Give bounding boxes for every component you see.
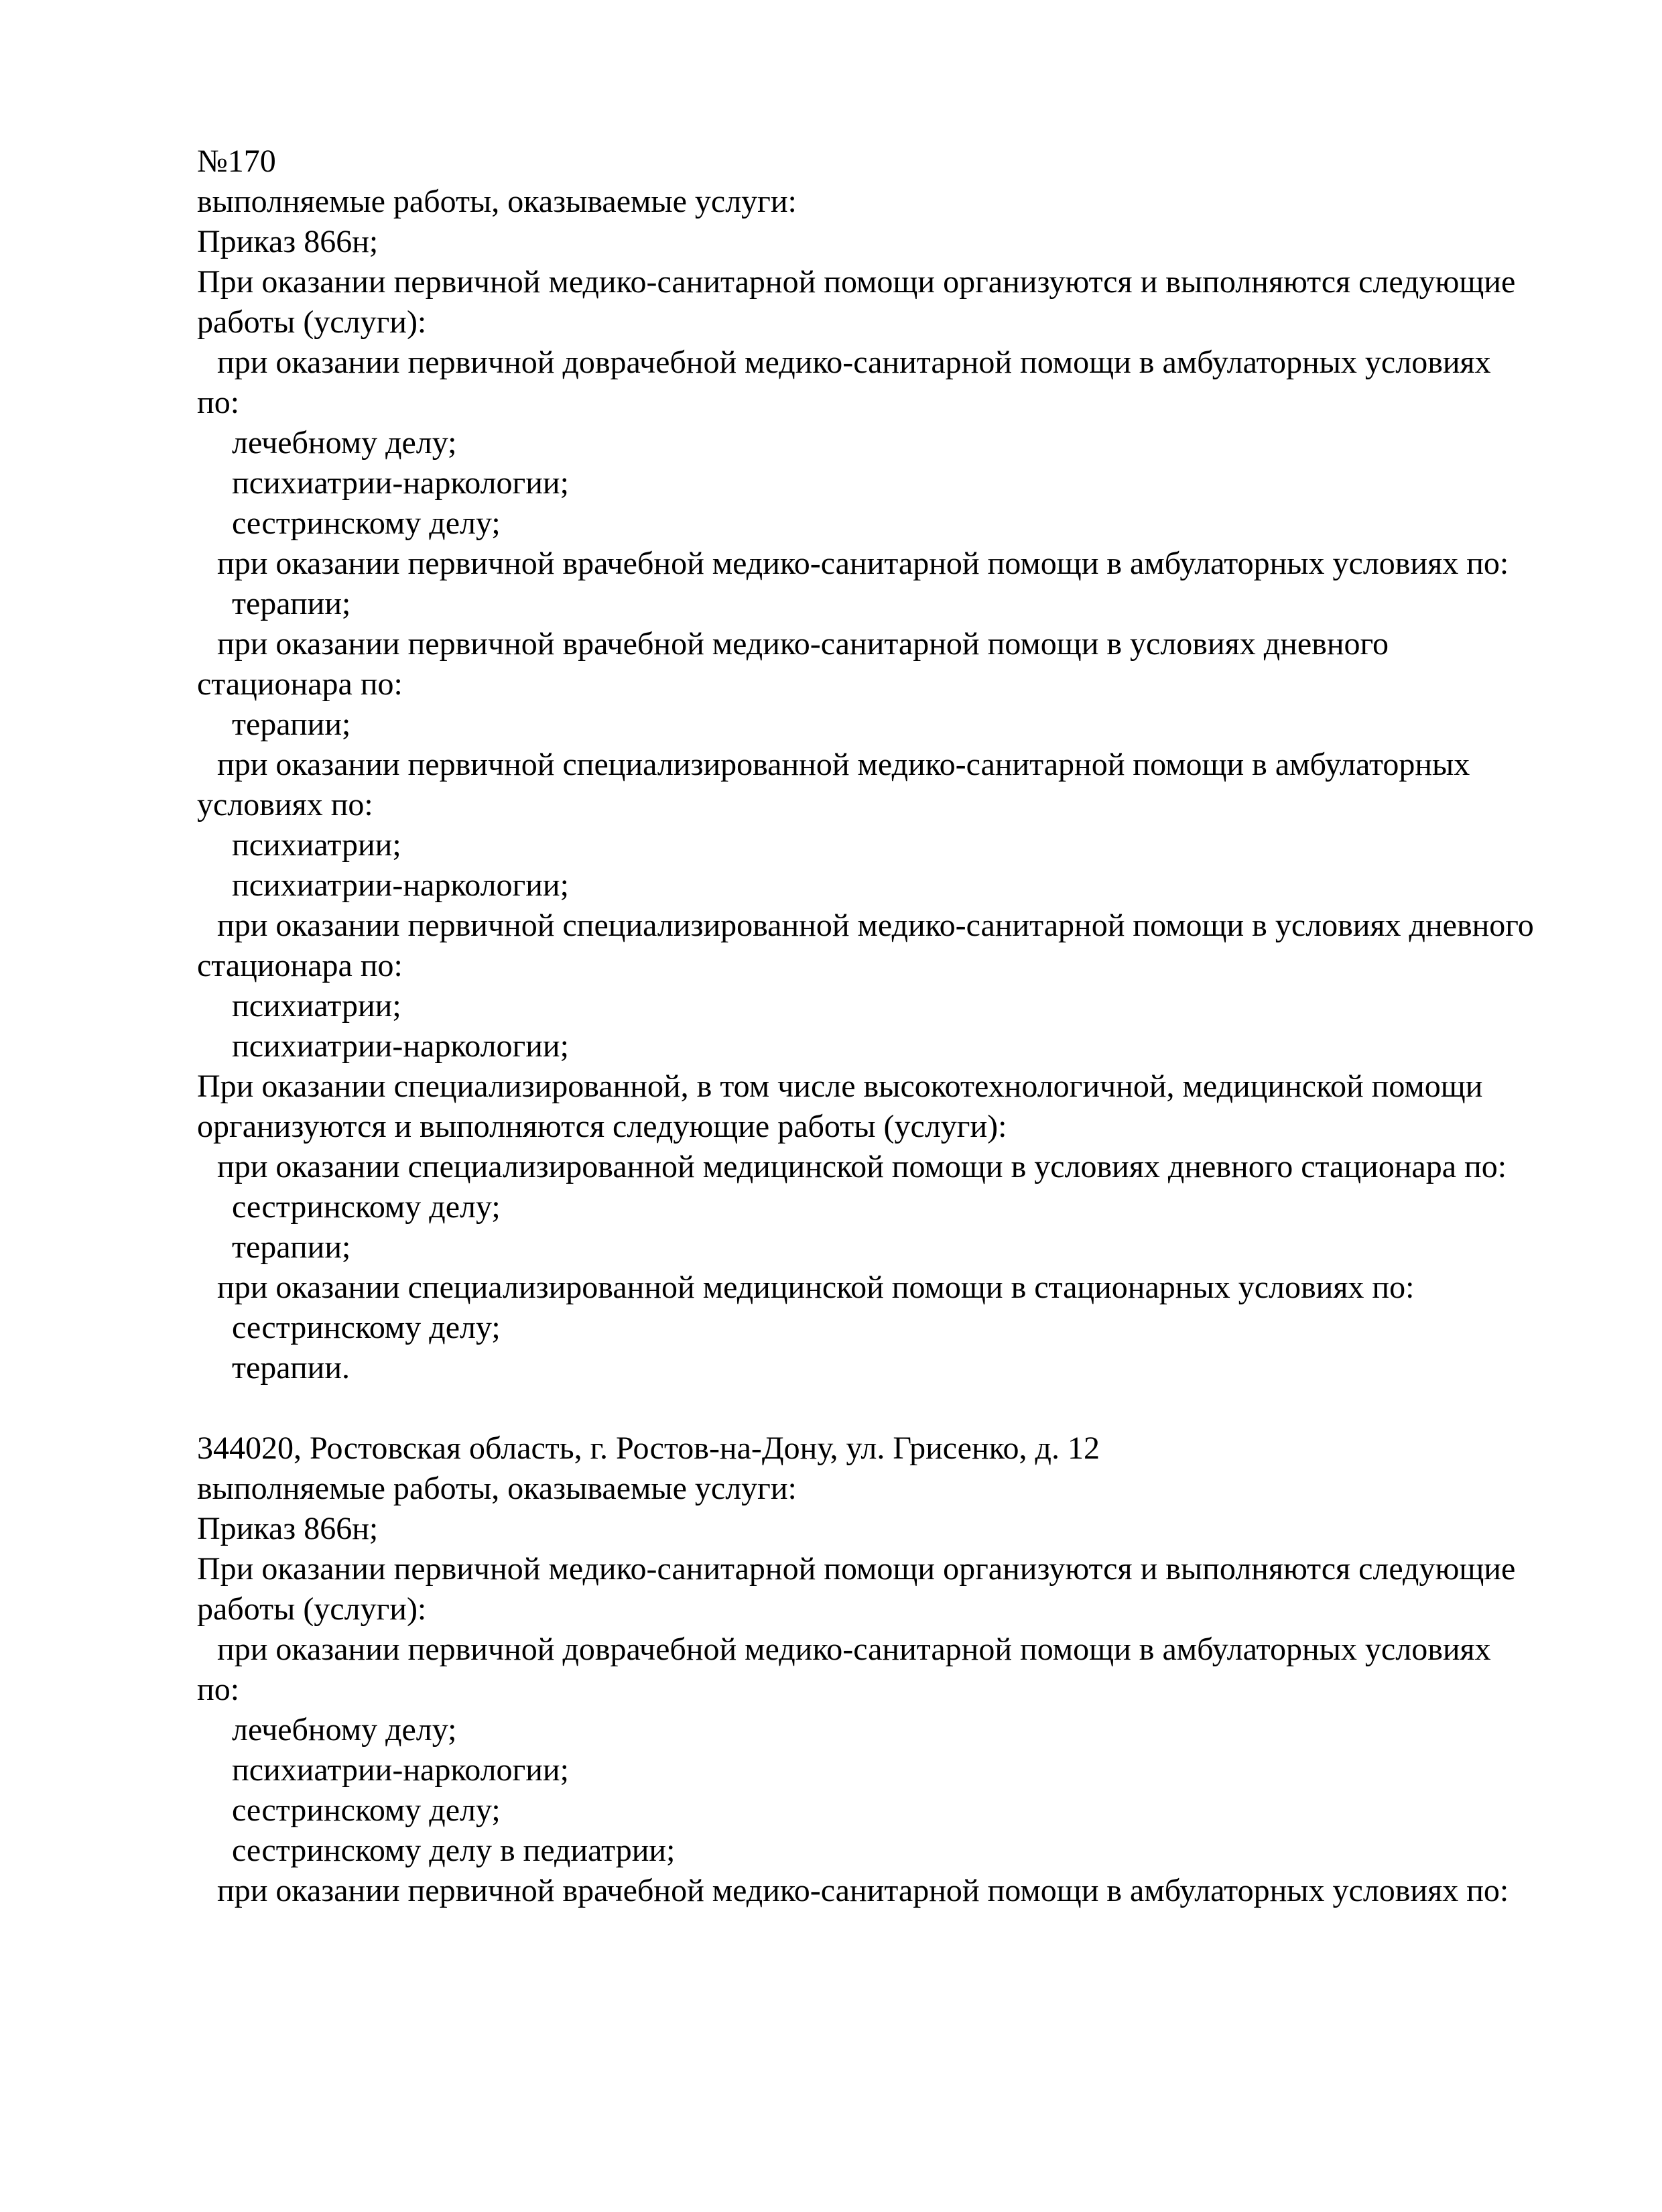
text-line: психиатрии; bbox=[232, 988, 401, 1024]
text-line: сестринскому делу; bbox=[232, 1792, 501, 1828]
text-line: При оказании первичной медико-санитарной помощи организуются и выполняются следующие bbox=[197, 264, 1516, 300]
text-line: При оказании специализированной, в том числе высокотехнологичной, медицинской помощи bbox=[197, 1068, 1483, 1104]
text-line: по: bbox=[197, 385, 240, 420]
text-line: при оказании первичной специализированной медико-санитарной помощи в амбулаторных bbox=[217, 747, 1470, 782]
text-line: при оказании первичной доврачебной медико-санитарной помощи в амбулаторных условиях bbox=[217, 1632, 1491, 1667]
text-line: работы (услуги): bbox=[197, 1591, 427, 1627]
text-line: при оказании первичной врачебной медико-санитарной помощи в амбулаторных условиях по: bbox=[217, 546, 1509, 581]
text-line: при оказании специализированной медицинской помощи в условиях дневного стационара по: bbox=[217, 1149, 1507, 1184]
text-line: психиатрии-наркологии; bbox=[232, 867, 569, 903]
document-text bbox=[197, 141, 1578, 1911]
text-line: при оказании первичной врачебной медико-санитарной помощи в амбулаторных условиях по: bbox=[217, 1873, 1509, 1908]
text-line: работы (услуги): bbox=[197, 304, 427, 340]
text-line: стационара по: bbox=[197, 666, 403, 702]
text-line: терапии. bbox=[232, 1350, 350, 1386]
address-line: 344020, Ростовская область, г. Ростов-на-Дону, ул. Грисенко, д. 12 bbox=[197, 1430, 1100, 1466]
text-line: выполняемые работы, оказываемые услуги: bbox=[197, 1471, 797, 1506]
text-line: при оказании первичной врачебной медико-санитарной помощи в условиях дневного bbox=[217, 626, 1389, 662]
text-line: Приказ 866н; bbox=[197, 1511, 379, 1546]
text-line: психиатрии-наркологии; bbox=[232, 1028, 569, 1064]
text-line: терапии; bbox=[232, 586, 351, 621]
text-line: выполняемые работы, оказываемые услуги: bbox=[197, 184, 797, 219]
text-line: сестринскому делу; bbox=[232, 505, 501, 541]
text-line: при оказании специализированной медицинской помощи в стационарных условиях по: bbox=[217, 1270, 1415, 1305]
text-line: сестринскому делу; bbox=[232, 1189, 501, 1225]
text-line: При оказании первичной медико-санитарной помощи организуются и выполняются следующие bbox=[197, 1551, 1516, 1587]
text-line: организуются и выполняются следующие работы (услуги): bbox=[197, 1109, 1007, 1144]
license-number-line: №170 bbox=[197, 143, 276, 179]
text-line: психиатрии-наркологии; bbox=[232, 465, 569, 501]
text-line: психиатрии; bbox=[232, 827, 401, 863]
text-line: психиатрии-наркологии; bbox=[232, 1752, 569, 1788]
text-line: лечебному делу; bbox=[232, 1712, 457, 1747]
text-line: сестринскому делу; bbox=[232, 1310, 501, 1345]
text-line: Приказ 866н; bbox=[197, 224, 379, 259]
text-line: при оказании первичной специализированной медико-санитарной помощи в условиях дневного bbox=[217, 908, 1534, 943]
blank-line bbox=[197, 1388, 1578, 1428]
text-line: сестринскому делу в педиатрии; bbox=[232, 1833, 676, 1868]
text-line: условиях по: bbox=[197, 787, 373, 822]
text-line: стационара по: bbox=[197, 948, 403, 983]
text-line: лечебному делу; bbox=[232, 425, 457, 460]
text-line: терапии; bbox=[232, 706, 351, 742]
text-line: по: bbox=[197, 1672, 240, 1707]
text-line: терапии; bbox=[232, 1229, 351, 1265]
text-line: при оказании первичной доврачебной медико-санитарной помощи в амбулаторных условиях bbox=[217, 345, 1491, 380]
